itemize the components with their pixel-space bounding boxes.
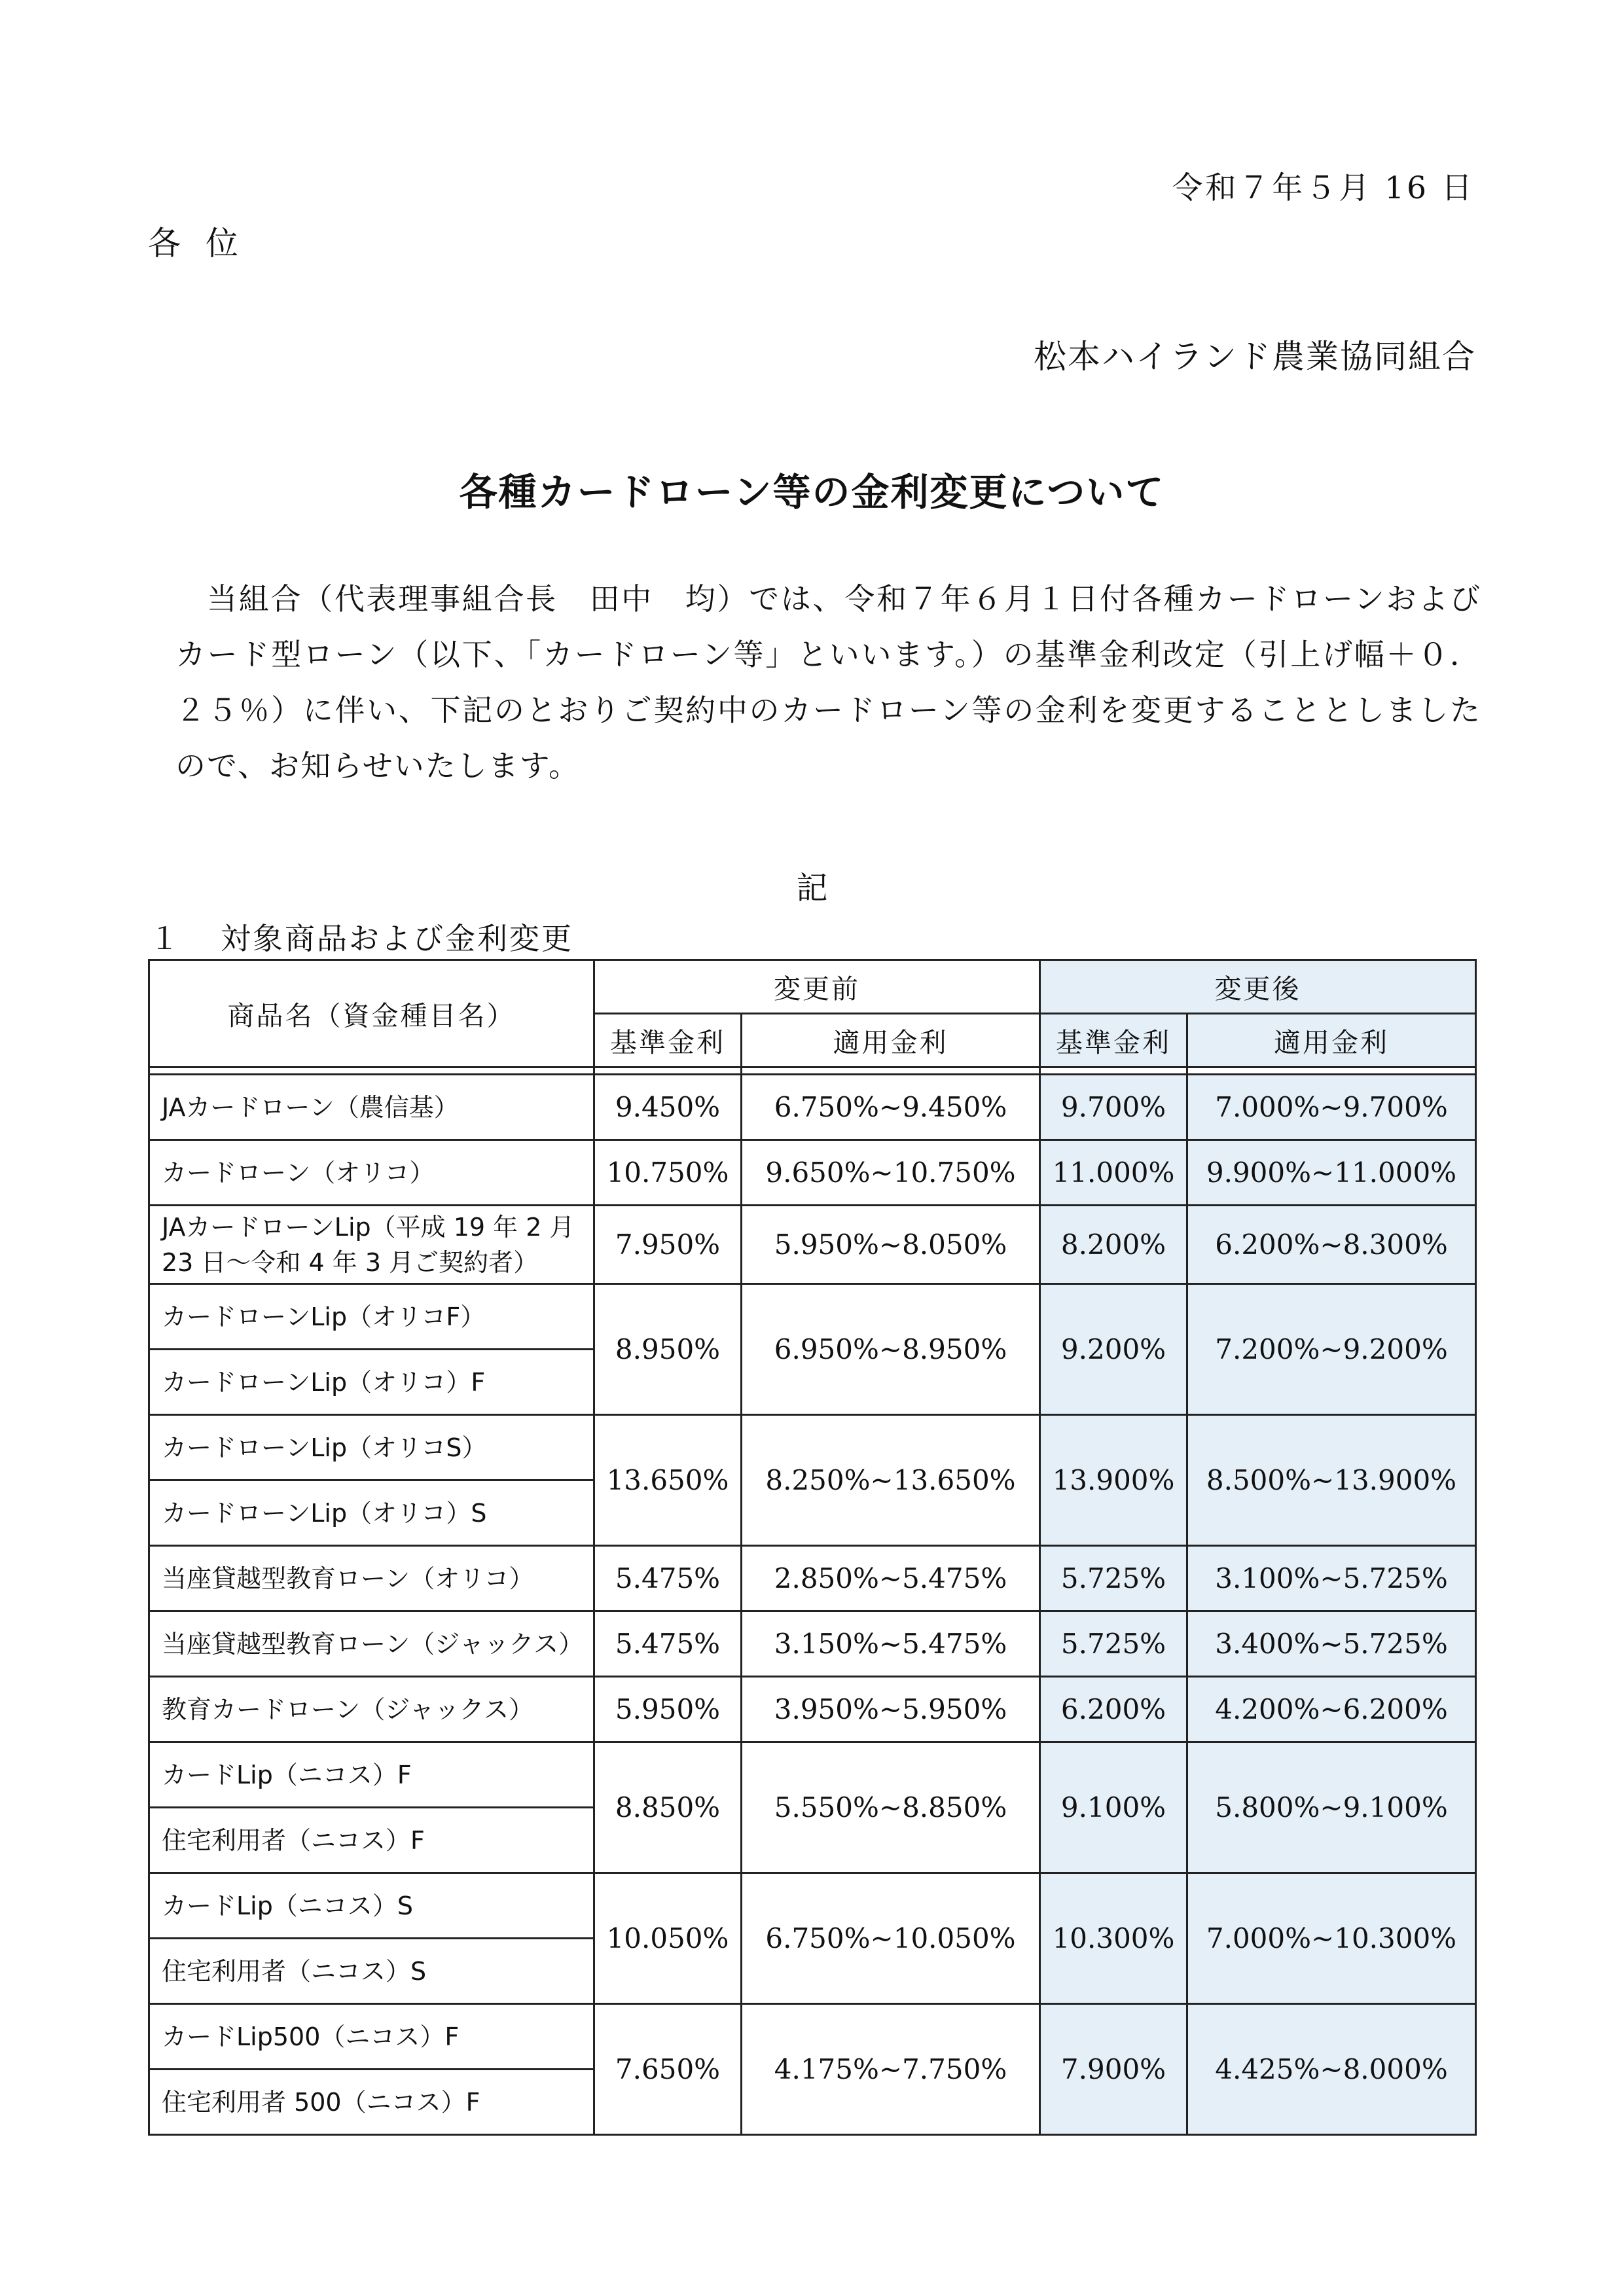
- table-row: [149, 1140, 1476, 1206]
- before-base-rate-cell: 7.950%: [594, 1206, 742, 1284]
- document-date: 令和７年５月 16 日: [1172, 170, 1475, 206]
- table-row: [149, 1206, 1476, 1284]
- after-base-rate-cell: 13.900%: [1040, 1415, 1187, 1546]
- table-row: [149, 1075, 1476, 1140]
- rate-table-body: [149, 1067, 1476, 2135]
- product-name-cell: JAカードローンLip（平成 19 年 2 月 23 日～令和 4 年 3 月ご契約者）: [149, 1206, 594, 1284]
- product-name-cell: カードローンLip（オリコ）S: [149, 1480, 594, 1546]
- after-base-rate-cell: 5.725%: [1040, 1546, 1187, 1611]
- before-base-rate-cell: 10.050%: [594, 1873, 742, 2004]
- after-base-rate-cell: 11.000%: [1040, 1140, 1187, 1206]
- before-base-rate-cell: 13.650%: [594, 1415, 742, 1546]
- after-base-rate-cell: 9.700%: [1040, 1075, 1187, 1140]
- product-name-cell: JAカードローン（農信基）: [149, 1075, 594, 1140]
- table-row: [149, 1546, 1476, 1611]
- before-applied-rate-cell: 9.650%~10.750%: [742, 1140, 1040, 1206]
- after-base-rate-cell: 5.725%: [1040, 1611, 1187, 1677]
- after-applied-rate-cell: 8.500%~13.900%: [1187, 1415, 1476, 1546]
- before-base-rate-cell: 9.450%: [594, 1075, 742, 1140]
- product-name-header: 商品名（資金種目名）: [149, 960, 594, 1067]
- after-applied-rate-cell: 5.800%~9.100%: [1187, 1742, 1476, 1873]
- before-base-rate-cell: 8.850%: [594, 1742, 742, 1873]
- document-title: 各種カードローン等の金利変更について: [459, 470, 1165, 514]
- after-change-header: 変更後: [1040, 960, 1476, 1014]
- product-name-cell: カードローン（オリコ）: [149, 1140, 594, 1206]
- before-applied-rate-cell: 6.750%~10.050%: [742, 1873, 1040, 2004]
- table-row: [149, 1415, 1476, 1480]
- product-name-cell: カードローンLip（オリコF）: [149, 1284, 594, 1350]
- after-base-rate-cell: 9.200%: [1040, 1284, 1187, 1415]
- after-applied-rate-cell: 7.200%~9.200%: [1187, 1284, 1476, 1415]
- after-applied-rate-cell: 4.425%~8.000%: [1187, 2004, 1476, 2135]
- table-row: [149, 1284, 1476, 1350]
- product-name-cell: カードLip500（ニコス）F: [149, 2004, 594, 2070]
- after-applied-rate-cell: 6.200%~8.300%: [1187, 1206, 1476, 1284]
- after-applied-rate-cell: 3.100%~5.725%: [1187, 1546, 1476, 1611]
- after-applied-rate-cell: 4.200%~6.200%: [1187, 1677, 1476, 1742]
- before-change-header: 変更前: [594, 960, 1040, 1014]
- product-name-cell: 当座貸越型教育ローン（オリコ）: [149, 1546, 594, 1611]
- before-applied-rate-cell: 6.950%~8.950%: [742, 1284, 1040, 1415]
- section-heading: [149, 915, 573, 958]
- before-base-rate-cell: 8.950%: [594, 1284, 742, 1415]
- before-base-rate-cell: 7.650%: [594, 2004, 742, 2135]
- before-base-rate-cell: 5.475%: [594, 1611, 742, 1677]
- before-base-rate-header: 基準金利: [594, 1014, 742, 1067]
- after-base-rate-cell: 8.200%: [1040, 1206, 1187, 1284]
- table-row: [149, 1611, 1476, 1677]
- after-applied-rate-header: 適用金利: [1187, 1014, 1476, 1067]
- product-name-cell: 教育カードローン（ジャックス）: [149, 1677, 594, 1742]
- before-applied-rate-cell: 6.750%~9.450%: [742, 1075, 1040, 1140]
- product-name-cell: 当座貸越型教育ローン（ジャックス）: [149, 1611, 594, 1677]
- product-name-cell: 住宅利用者（ニコス）S: [149, 1939, 594, 2004]
- table-row: [149, 1677, 1476, 1742]
- before-applied-rate-cell: 3.150%~5.475%: [742, 1611, 1040, 1677]
- section-title: 対象商品および金利変更: [221, 921, 573, 956]
- rate-table: [148, 959, 1477, 2136]
- after-base-rate-cell: 7.900%: [1040, 2004, 1187, 2135]
- before-applied-rate-cell: 2.850%~5.475%: [742, 1546, 1040, 1611]
- addressee: 各位: [148, 224, 263, 262]
- product-name-cell: カードローンLip（オリコS）: [149, 1415, 594, 1480]
- after-base-rate-cell: 6.200%: [1040, 1677, 1187, 1742]
- before-applied-rate-cell: 3.950%~5.950%: [742, 1677, 1040, 1742]
- table-row: [149, 1742, 1476, 1808]
- sender-organization: 松本ハイランド農業協同組合: [1034, 338, 1476, 376]
- product-name-cell: カードLip（ニコス）S: [149, 1873, 594, 1939]
- product-name-cell: カードLip（ニコス）F: [149, 1742, 594, 1808]
- before-applied-rate-cell: 8.250%~13.650%: [742, 1415, 1040, 1546]
- before-base-rate-cell: 5.475%: [594, 1546, 742, 1611]
- section-number: １: [149, 921, 181, 956]
- after-base-rate-cell: 10.300%: [1040, 1873, 1187, 2004]
- after-applied-rate-cell: 9.900%~11.000%: [1187, 1140, 1476, 1206]
- after-applied-rate-cell: 7.000%~10.300%: [1187, 1873, 1476, 2004]
- before-base-rate-cell: 10.750%: [594, 1140, 742, 1206]
- after-base-rate-cell: 9.100%: [1040, 1742, 1187, 1873]
- before-applied-rate-cell: 5.950%~8.050%: [742, 1206, 1040, 1284]
- before-applied-rate-cell: 4.175%~7.750%: [742, 2004, 1040, 2135]
- table-row: [149, 1873, 1476, 1939]
- before-base-rate-cell: 5.950%: [594, 1677, 742, 1742]
- after-applied-rate-cell: 7.000%~9.700%: [1187, 1075, 1476, 1140]
- before-applied-rate-cell: 5.550%~8.850%: [742, 1742, 1040, 1873]
- after-base-rate-header: 基準金利: [1040, 1014, 1187, 1067]
- table-spacer-row: [149, 1067, 1476, 1075]
- product-name-cell: 住宅利用者（ニコス）F: [149, 1808, 594, 1873]
- body-paragraph: 当組合（代表理事組合長 田中 均）では、令和７年６月１日付各種カードローンおよびカード型ローン（以下、「カードローン等」といいます。）の基準金利改定（引上げ幅＋０．２５％）に伴い、下記のとおりご契約中のカードローン等の金利を変更することとしましたので、お知らせいたします。: [175, 581, 1481, 783]
- ki-marker: 記: [796, 870, 828, 906]
- product-name-cell: 住宅利用者 500（ニコス）F: [149, 2070, 594, 2135]
- table-row: [149, 2004, 1476, 2070]
- before-applied-rate-header: 適用金利: [742, 1014, 1040, 1067]
- after-applied-rate-cell: 3.400%~5.725%: [1187, 1611, 1476, 1677]
- product-name-cell: カードローンLip（オリコ）F: [149, 1350, 594, 1415]
